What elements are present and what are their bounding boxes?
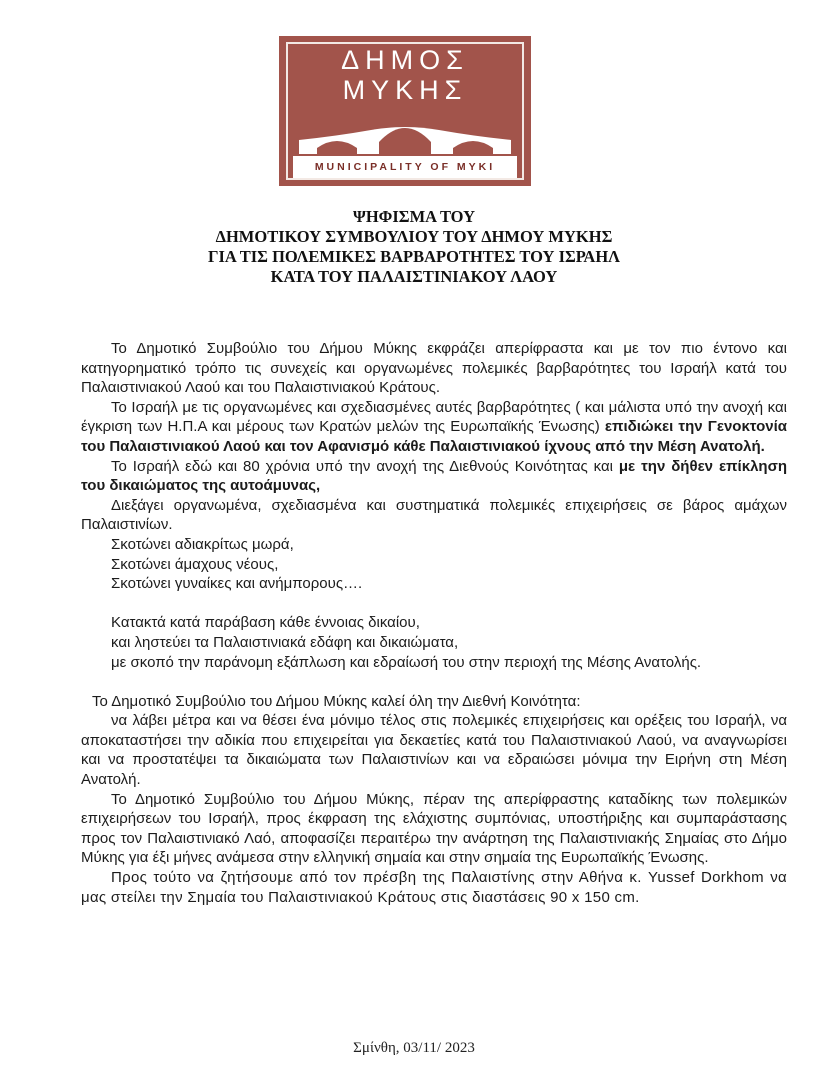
heading-line-3: ΓΙΑ ΤΙΣ ΠΟΛΕΜΙΚΕΣ ΒΑΡΒΑΡΟΤΗΤΕΣ ΤΟΥ ΙΣΡΑΗΛ bbox=[207, 247, 621, 266]
logo-line-1: ΔΗΜΟΣ bbox=[341, 45, 469, 75]
paragraph-7: Το Δημοτικό Συμβούλιο του Δήμου Μύκης, πέραν της απερίφραστης καταδίκης των πολεμικών επιχειρήσεων του Ισραήλ, προς έκφραση της ελάχιστης συμπόνιας, υποστήριξης και συμπαράστασης προς τον Παλαιστινιακό Λαό, αποφασίζει περαιτέρω την ανάρτηση της Παλαιστινιακής Σημαίας στο Δήμο Μύκης για έξι μήνες ανάμεσα στην ελληνική σημαία και στην σημαία της Ευρωπαϊκής Ένωσης. bbox=[81, 790, 787, 867]
paragraph-3 bbox=[81, 457, 787, 496]
list-line-6: με σκοπό την παράνομη εξάπλωση και εδραίωσή του στην περιοχή της Μέσης Ανατολής. bbox=[111, 653, 702, 671]
heading-line-2: ΔΗΜΟΤΙΚΟΥ ΣΥΜΒΟΥΛΙΟΥ ΤΟΥ ΔΗΜΟΥ ΜΥΚΗΣ bbox=[215, 227, 613, 246]
paragraph-4: Διεξάγει οργανωμένα, σχεδιασμένα και συστηματικά πολεμικές επιχειρήσεις σε βάρος αμάχων Παλαιστινίων. bbox=[81, 496, 787, 534]
paragraph-2-bold: επιδιώκει την Γενοκτονία του Παλαιστινιακού Λαού και τον Αφανισμό κάθε Παλαιστινιακού ίχνους από την Μέση Ανατολή. bbox=[81, 418, 787, 455]
list-line-2: Σκοτώνει άμαχους νέους, bbox=[111, 555, 279, 573]
list-line-1: Σκοτώνει αδιακρίτως μωρά, bbox=[111, 535, 294, 553]
list-line-3: Σκοτώνει γυναίκες και ανήμπορους…. bbox=[111, 575, 363, 593]
heading-line-1: ΨΗΦΙΣΜΑ ΤΟΥ bbox=[352, 207, 476, 226]
date-place: Σμίνθη, 03/11/ 2023 bbox=[353, 1040, 475, 1056]
paragraph-2-text: Το Ισραήλ με τις οργανωμένες και σχεδιασμένες αυτές βαρβαρότητες ( και μάλιστα υπό την ανοχή και έγκριση των Η.Π.Α και μέρους των Κρατών μελών της Ευρωπαϊκής Ένωσης) bbox=[81, 398, 787, 436]
heading-line-4: ΚΑΤΑ ΤΟΥ ΠΑΛΑΙΣΤΙΝΙΑΚΟΥ ΛΑΟΥ bbox=[270, 267, 558, 286]
paragraph-2 bbox=[81, 398, 787, 457]
resolution-body bbox=[81, 339, 787, 907]
logo-band bbox=[293, 156, 517, 178]
list-line-4: Κατακτά κατά παράβαση κάθε έννοιας δικαίου, bbox=[111, 614, 420, 632]
paragraph-5: Το Δημοτικό Συμβούλιο του Δήμου Μύκης καλεί όλη την Διεθνή Κοινότητα: bbox=[92, 692, 581, 710]
logo-band-text: MUNICIPALITY OF MYKI bbox=[314, 161, 496, 173]
municipality-logo bbox=[279, 36, 531, 186]
paragraph-1: Το Δημοτικό Συμβούλιο του Δήμου Μύκης εκφράζει απερίφραστα και με τον πιο έντονο και κατηγορηματικό τρόπο τις συνεχείς και οργανωμένες πολεμικές βαρβαρότητες του Ισραήλ κατά του Παλαιστινιακού Λαού και του Παλαιστινιακού Κράτους. bbox=[81, 340, 787, 397]
logo-line-2: ΜΥΚΗΣ bbox=[342, 75, 468, 105]
paragraph-6: να λάβει μέτρα και να θέσει ένα μόνιμο τέλος στις πολεμικές επιχειρήσεις και ορέξεις του Ισραήλ, να αποκαταστήσει την αδικία που επιχειρείται για δεκαετίες κατά του Παλαιστινιακού Λαού, να αναγνωρίσει και να προστατέψει τα δικαιώματα των Παλαιστινίων και να εδραιώσει μόνιμα την Ειρήνη στη Μέση Ανατολή. bbox=[81, 712, 787, 789]
resolution-heading bbox=[0, 207, 828, 287]
paragraph-3-bold: με την δήθεν επίκληση του δικαιώματος της αυτοάμυνας, bbox=[81, 457, 788, 495]
paragraph-3-text: Το Ισραήλ εδώ και 80 χρόνια υπό την ανοχή της Διεθνούς Κοινότητας και bbox=[111, 457, 619, 475]
list-line-5: και ληστεύει τα Παλαιστινιακά εδάφη και δικαιώματα, bbox=[111, 633, 459, 651]
paragraph-8: Προς τούτο να ζητήσουμε από τον πρέσβη της Παλαιστίνης στην Αθήνα κ. Yussef Dorkhom να μας στείλει την Σημαία του Παλαιστινιακού Κράτους στις διαστάσεις 90 x 150 cm. bbox=[81, 869, 787, 906]
